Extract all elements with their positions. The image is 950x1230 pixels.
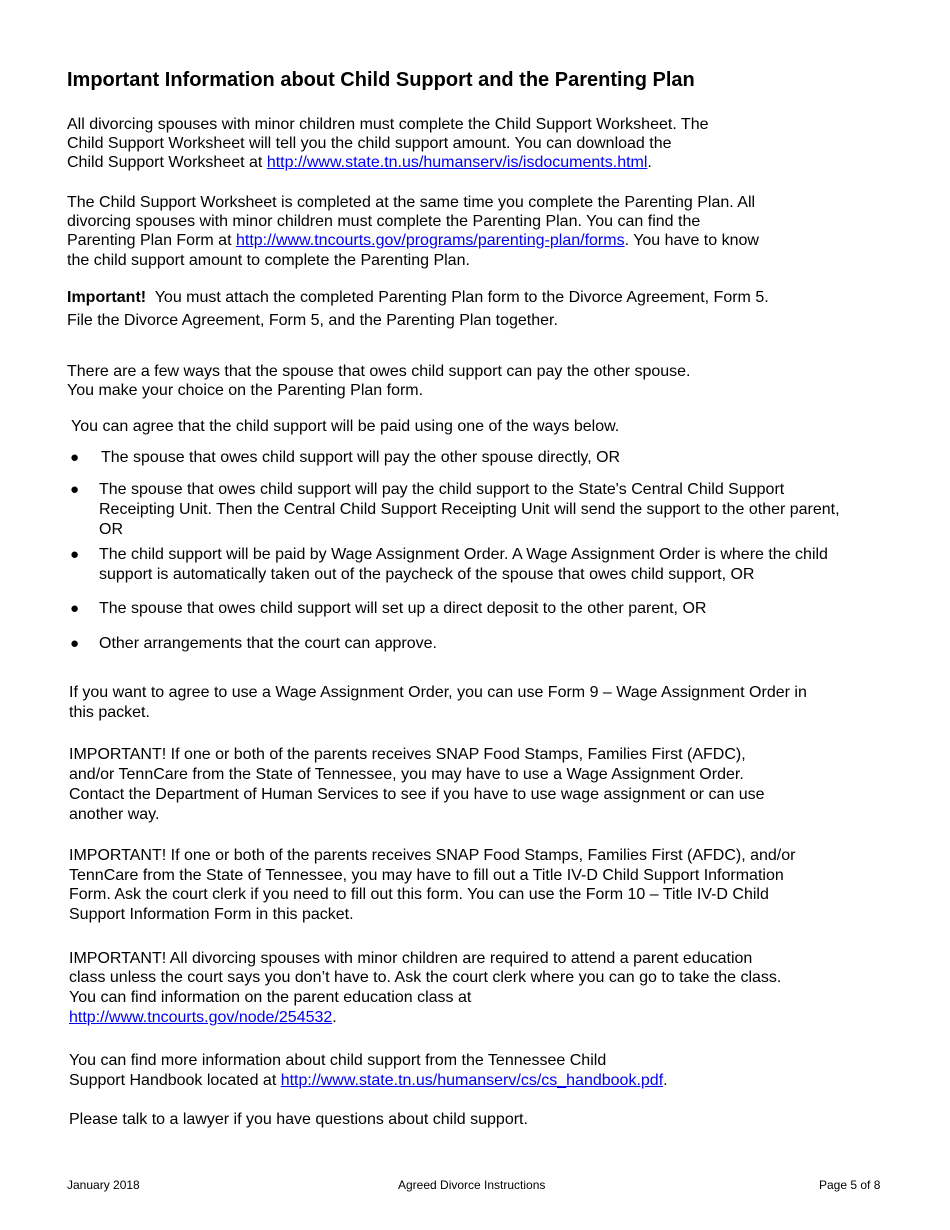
handbook-link[interactable]: http://www.state.tn.us/humanserv/cs/cs_handbook.pdf [280,1072,664,1089]
list-item-text: The spouse that owes child support will pay the child support to the State's Central Child Support [99,481,785,498]
paragraph-parenting-4: the child support amount to complete the Parenting Plan. [67,252,470,269]
paragraph-parenting-3 [67,231,759,251]
important-snap-4: another way. [69,806,160,823]
important-snap-3: Contact the Department of Human Services to see if you have to use wage assignment or can use [69,786,765,803]
text: You must attach the completed Parenting Plan form to the Divorce Agreement, Form 5. [146,289,769,306]
bullet-icon: ● [70,600,80,617]
list-item-text: Receipting Unit. Then the Central Child Support Receipting Unit will send the support to the other parent, [99,501,840,518]
paragraph-parenting-2: divorcing spouses with minor children must complete the Parenting Plan. You can find the [67,213,701,230]
text: . [663,1072,668,1089]
paragraph-parenting-1: The Child Support Worksheet is completed at the same time you complete the Parenting Plan. All [67,194,756,211]
text: . [332,1009,337,1026]
paragraph-worksheet-2: Child Support Worksheet will tell you the child support amount. You can download the [67,135,672,152]
text: . [647,154,652,171]
bullet-icon: ● [70,635,80,652]
footer-date: January 2018 [67,1178,140,1192]
important-label: Important! [67,289,147,306]
important-title-ivd-2: TennCare from the State of Tennessee, you may have to fill out a Title IV-D Child Support Information [69,867,784,884]
handbook-1: You can find more information about child support from the Tennessee Child [69,1052,607,1069]
text: Child Support Worksheet at [67,154,267,171]
list-item-text: OR [99,521,123,538]
important-education-2: class unless the court says you don’t have to. Ask the court clerk where you can go to take the class. [69,969,782,986]
handbook-2 [69,1071,668,1091]
payment-intro-2: You make your choice on the Parenting Plan form. [67,382,424,399]
important-title-ivd-1: IMPORTANT! If one or both of the parents receives SNAP Food Stamps, Families First (AFDC), and/or [69,847,796,864]
footer-document-title: Agreed Divorce Instructions [398,1178,546,1192]
important-title-ivd-4: Support Information Form in this packet. [69,906,354,923]
bullet-icon: ● [70,546,80,563]
important-education-4 [69,1008,337,1028]
wage-assignment-2: this packet. [69,704,150,721]
footer-page-number: Page 5 of 8 [819,1178,881,1192]
important-title-ivd-3: Form. Ask the court clerk if you need to fill out this form. You can use the Form 10 – Title IV-D Child [69,886,769,903]
lawyer-note: Please talk to a lawyer if you have questions about child support. [69,1111,528,1128]
bullet-icon: ● [70,449,80,466]
list-item-text: The spouse that owes child support will set up a direct deposit to the other parent, OR [99,600,707,617]
text: Parenting Plan Form at [67,232,236,249]
paragraph-worksheet-1: All divorcing spouses with minor children must complete the Child Support Worksheet. The [67,116,709,133]
bullet-icon: ● [70,481,80,498]
text: Support Handbook located at [69,1072,281,1089]
list-item-text: Other arrangements that the court can approve. [99,635,437,652]
important-note-2: File the Divorce Agreement, Form 5, and the Parenting Plan together. [67,312,558,329]
important-education-1: IMPORTANT! All divorcing spouses with minor children are required to attend a parent education [69,950,753,967]
important-snap-1: IMPORTANT! If one or both of the parents receives SNAP Food Stamps, Families First (AFDC), [69,746,746,763]
paragraph-worksheet-3 [67,153,652,173]
wage-assignment-1: If you want to agree to use a Wage Assignment Order, you can use Form 9 – Wage Assignment Order in [69,684,807,701]
text: . You have to know [624,232,759,249]
payment-intro-1: There are a few ways that the spouse that owes child support can pay the other spouse. [67,363,691,380]
list-item-text: The spouse that owes child support will pay the other spouse directly, OR [101,449,621,466]
important-education-3: You can find information on the parent education class at [69,989,472,1006]
important-snap-2: and/or TennCare from the State of Tennessee, you may have to use a Wage Assignment Order. [69,766,744,783]
worksheet-link[interactable]: http://www.state.tn.us/humanserv/is/isdocuments.html [266,154,648,171]
parenting-plan-link[interactable]: http://www.tncourts.gov/programs/parenting-plan/forms [235,232,625,249]
payment-options-intro: You can agree that the child support will be paid using one of the ways below. [71,418,620,435]
list-item-text: support is automatically taken out of the paycheck of the spouse that owes child support, OR [99,566,755,583]
parent-education-link[interactable]: http://www.tncourts.gov/node/254532 [69,1009,333,1026]
important-note-1 [67,288,769,308]
list-item-text: The child support will be paid by Wage Assignment Order. A Wage Assignment Order is where the child [99,546,828,563]
page-title: Important Information about Child Support and the Parenting Plan [67,69,695,91]
